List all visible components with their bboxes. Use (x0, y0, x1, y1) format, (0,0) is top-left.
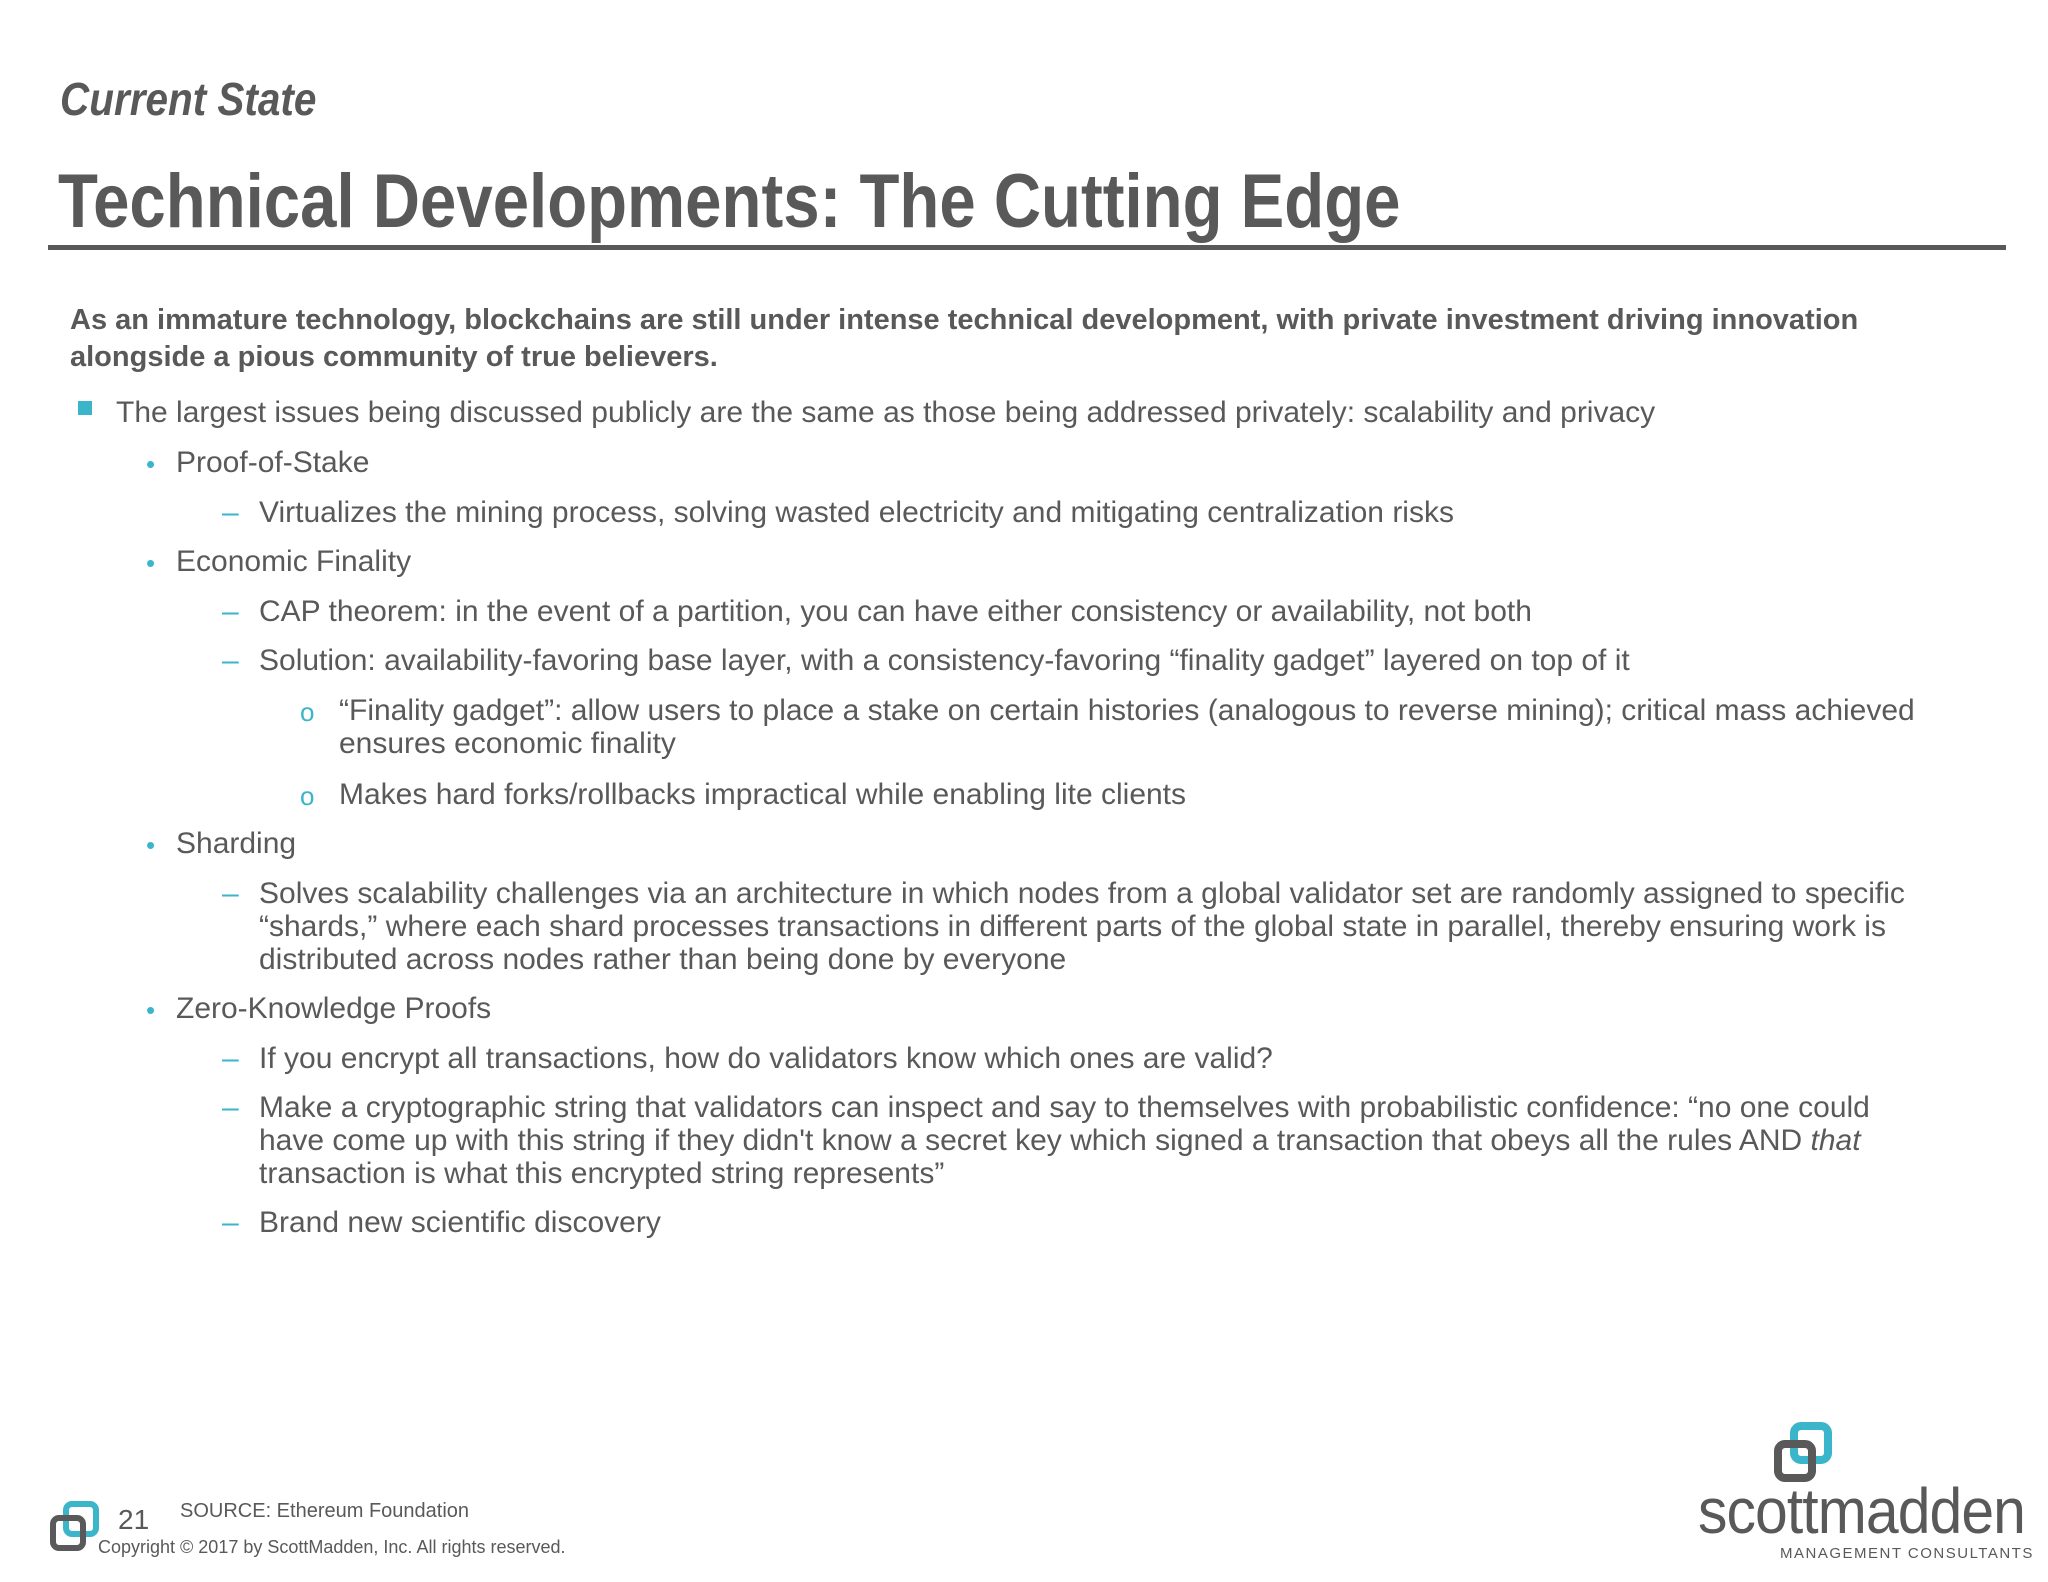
section-kicker: Current State (60, 73, 317, 125)
sub-bullet-continued: “shards,” where each shard processes transactions in different parts of the global state in parallel, thereby ensuring work is (259, 910, 1886, 943)
square-bullet-icon (78, 401, 92, 415)
bullet-level1: The largest issues being discussed publicly are the same as those being addressed privately: scalability and privacy (116, 396, 1656, 429)
dot-bullet-icon: • (146, 830, 156, 860)
sub-bullet: Solves scalability challenges via an architecture in which nodes from a global validator set are randomly assigned to specific (259, 877, 1905, 910)
bullet-proof-of-stake: Proof-of-Stake (176, 446, 370, 479)
sub-bullet: Solution: availability-favoring base layer, with a consistency-favoring “finality gadget” layered on top of it (259, 644, 1630, 677)
dot-bullet-icon: • (146, 995, 156, 1025)
small-logo-icon (48, 1500, 102, 1554)
sub-bullet-continued: transaction is what this encrypted string represents” (259, 1157, 945, 1190)
dot-bullet-icon: • (146, 548, 156, 578)
dash-bullet-icon: – (222, 1091, 239, 1124)
page-number: 21 (118, 1504, 150, 1535)
sub-sub-bullet: “Finality gadget”: allow users to place a stake on certain histories (analogous to reverse mining); critical mass achieved (339, 694, 1915, 727)
dot-bullet-icon: • (146, 449, 156, 479)
title-divider (48, 245, 2006, 250)
circle-bullet-icon: o (300, 781, 315, 811)
sub-bullet: If you encrypt all transactions, how do validators know which ones are valid? (259, 1042, 1273, 1075)
dash-bullet-icon: – (222, 1042, 239, 1075)
copyright-notice: Copyright © 2017 by ScottMadden, Inc. All rights reserved. (98, 1537, 566, 1557)
bullet-economic-finality: Economic Finality (176, 545, 412, 578)
sub-bullet-continued: distributed across nodes rather than being done by everyone (259, 943, 1067, 976)
sub-sub-bullet: Makes hard forks/rollbacks impractical while enabling lite clients (339, 778, 1187, 811)
intro-statement: As an immature technology, blockchains are still under intense technical development, with private investment driving innovation alongside a pious community of true believers. (70, 304, 1859, 373)
sub-bullet: Make a cryptographic string that validators can inspect and say to themselves with probabilistic confidence: “no one could (259, 1091, 1870, 1124)
emphasis-text: that (1810, 1124, 1861, 1157)
sub-bullet: CAP theorem: in the event of a partition, you can have either consistency or availability, not both (259, 595, 1532, 628)
sub-bullet-text: have come up with this string if they didn't know a secret key which signed a transaction that obeys all the rules AND (259, 1124, 1811, 1157)
brand-wordmark: scottmadden (1698, 1475, 2026, 1547)
sub-bullet: Brand new scientific discovery (259, 1206, 661, 1239)
dash-bullet-icon: – (222, 595, 239, 628)
dash-bullet-icon: – (222, 877, 239, 910)
sub-bullet: Virtualizes the mining process, solving wasted electricity and mitigating centralization risks (259, 496, 1454, 529)
bullet-sharding: Sharding (176, 827, 297, 860)
page-title: Technical Developments: The Cutting Edge (58, 159, 1401, 244)
dash-bullet-icon: – (222, 496, 239, 529)
sub-bullet-continued (259, 1124, 1861, 1157)
dash-bullet-icon: – (222, 1206, 239, 1239)
sub-sub-bullet-continued: ensures economic finality (339, 727, 676, 760)
circle-bullet-icon: o (300, 697, 315, 727)
dash-bullet-icon: – (222, 644, 239, 677)
source-note: SOURCE: Ethereum Foundation (180, 1500, 470, 1522)
bullet-zero-knowledge-proofs: Zero-Knowledge Proofs (176, 992, 492, 1025)
brand-tagline: MANAGEMENT CONSULTANTS (1780, 1545, 2034, 1562)
